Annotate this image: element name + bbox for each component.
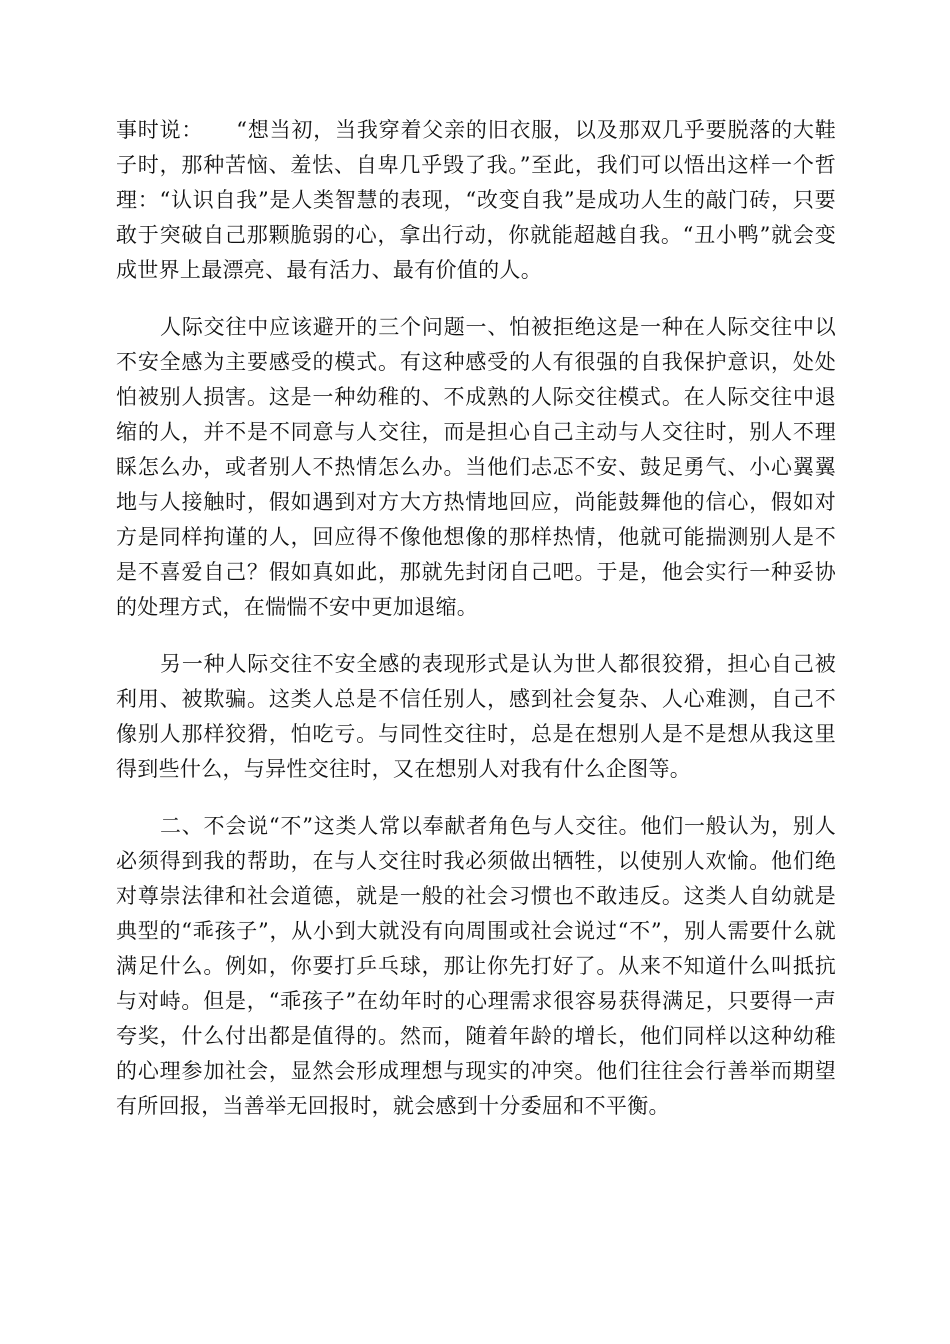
paragraph-4: 二、不会说“不”这类人常以奉献者角色与人交往。他们一般认为，别人必须得到我的帮助，在与人交往时我必须做出牺牲，以使别人欢愉。他们绝对尊崇法律和社会道德，就是一般的社会习惯也不敢违反。这类人自幼就是典型的“乖孩子”，从小到大就没有向周围或社会说过“不”，别人需要什么就满足什么。例如，你要打乒乓球，那让你先打好了。从来不知道什么叫抵抗与对峙。但是，“乖孩子”在幼年时的心理需求很容易获得满足，只要得一声夸奖，什么付出都是值得的。然而，随着年龄的增长，他们同样以这种幼稚的心理参加社会，显然会形成理想与现实的冲突。他们往往会行善举而期望有所回报，当善举无回报时，就会感到十分委屈和不平衡。 [116, 814, 836, 1118]
paragraph-3: 另一种人际交往不安全感的表现形式是认为世人都很狡猾，担心自己被利用、被欺骗。这类人总是不信任别人，感到社会复杂、人心难测，自己不像别人那样狡猾，怕吃亏。与同性交往时，总是在想别人是不是想从我这里得到些什么，与异性交往时，又在想别人对我有什么企图等。 [116, 652, 836, 781]
document-body [116, 113, 836, 1146]
paragraph-1: 事时说： “想当初，当我穿着父亲的旧衣服，以及那双几乎要脱落的大鞋子时，那种苦恼、羞怯、自卑几乎毁了我。”至此，我们可以悟出这样一个哲理：“认识自我”是人类智慧的表现，“改变自我”是成功人生的敲门砖，只要敢于突破自己那颗脆弱的心，拿出行动，你就能超越自我。“丑小鸭”就会变成世界上最漂亮、最有活力、最有价值的人。 [116, 118, 836, 282]
paragraph-2: 人际交往中应该避开的三个问题一、怕被拒绝这是一种在人际交往中以不安全感为主要感受的模式。有这种感受的人有很强的自我保护意识，处处怕被别人损害。这是一种幼稚的、不成熟的人际交往模式。在人际交往中退缩的人，并不是不同意与人交往，而是担心自己主动与人交往时，别人不理睬怎么办，或者别人不热情怎么办。当他们忐忑不安、鼓足勇气、小心翼翼地与人接触时，假如遇到对方大方热情地回应，尚能鼓舞他的信心，假如对方是同样拘谨的人，回应得不像他想像的那样热情，他就可能揣测别人是不是不喜爱自己？假如真如此，那就先封闭自己吧。于是，他会实行一种妥协的处理方式，在惴惴不安中更加退缩。 [116, 315, 836, 619]
